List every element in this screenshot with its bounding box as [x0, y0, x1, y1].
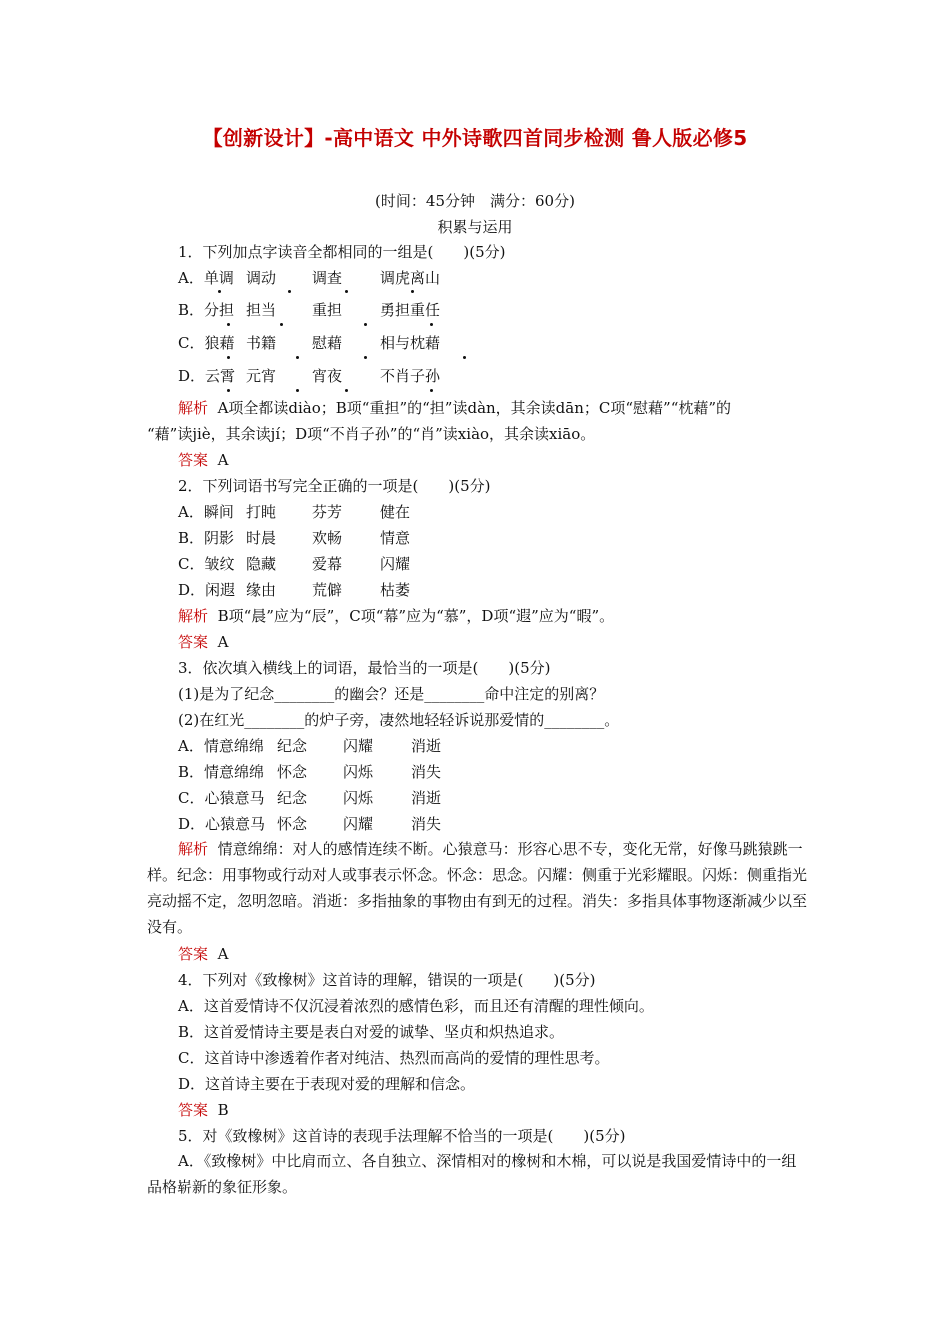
q3-option-a: A．情意绵绵 纪念 闪耀 消逝 [178, 737, 442, 755]
q2-analysis: 解析 B项“晨”应为“辰”，C项“幕”应为“慕”，D项“遐”应为“暇”。 [178, 607, 615, 625]
q3-analysis: 解析 情意绵绵：对人的感情连续不断。心猿意马：形容心思不专，变化无常，好像马跳猿跳一样。纪念：用事物或行动对人或事表示怀念。怀念：思念。闪耀：侧重于光彩耀眼。闪烁：侧重指光亮动摇不定，忽明忽暗。消逝：多指抽象的事物由有到无的过程。消失：多指具体事物逐渐减少以至没有。 [147, 840, 808, 936]
answer-label: 答案 [178, 451, 209, 469]
analysis-label: 解析 [178, 399, 209, 417]
q2-option-a: A．瞬间 打盹 芬芳 健在 [178, 503, 411, 521]
q4-option-d: D．这首诗主要在于表现对爱的理解和信念。 [178, 1075, 476, 1093]
q5-stem: 5．对《致橡树》这首诗的表现手法理解不恰当的一项是( )(5分) [178, 1127, 626, 1145]
q1-option-c: C．狼藉 书籍 慰藉 相与枕藉 [178, 334, 441, 352]
time-info: (时间：45分钟 满分：60分) [375, 192, 575, 210]
answer-label: 答案 [178, 633, 209, 651]
q4-option-b: B．这首爱情诗主要是表白对爱的诚挚、坚贞和炽热追求。 [178, 1023, 565, 1041]
section-heading: 积累与运用 [437, 218, 513, 236]
q3-option-d: D．心猿意马 怀念 闪耀 消失 [178, 815, 442, 833]
q2-answer: 答案 A [178, 633, 229, 651]
q2-option-d: D．闲遐 缘由 荒僻 枯萎 [178, 581, 411, 599]
q1-stem: 1．下列加点字读音全都相同的一组是( )(5分) [178, 243, 506, 261]
analysis-label: 解析 [178, 840, 209, 858]
q1-option-d: D．云霄 元宵 宵夜 不肖子孙 [178, 367, 441, 385]
analysis-label: 解析 [178, 607, 209, 625]
q1-option-a: A．单调 调动 调查 调虎离山 [178, 269, 441, 287]
q4-answer: 答案 B [178, 1101, 229, 1119]
q1-option-b: B．分担 担当 重担 勇担重任 [178, 301, 441, 319]
q3-option-b: B．情意绵绵 怀念 闪烁 消失 [178, 763, 442, 781]
q5-option-a: A．《致橡树》中比肩而立、各自独立、深情相对的橡树和木棉，可以说是我国爱情诗中的一组品格崭新的象征形象。 [147, 1152, 797, 1196]
q4-stem: 4．下列对《致橡树》这首诗的理解，错误的一项是( )(5分) [178, 971, 596, 989]
q1-analysis-line1: 解析 A项全都读diào；B项“重担”的“担”读dàn，其余读dān；C项“慰藉”“枕藉”的 [178, 399, 732, 417]
q3-sentence-1: (1)是为了纪念________的幽会？还是________命中注定的别离？ [178, 685, 605, 703]
q3-stem: 3．依次填入横线上的词语，最恰当的一项是( )(5分) [178, 659, 551, 677]
q2-stem: 2．下列词语书写完全正确的一项是( )(5分) [178, 477, 491, 495]
answer-label: 答案 [178, 945, 209, 963]
q2-option-b: B．阴影 时晨 欢畅 情意 [178, 529, 411, 547]
page-title: 【创新设计】-高中语文 中外诗歌四首同步检测 鲁人版必修5 [202, 126, 748, 150]
q3-answer: 答案 A [178, 945, 229, 963]
q3-sentence-2: (2)在红光________的炉子旁，凄然地轻轻诉说那爱情的________。 [178, 711, 620, 729]
q4-option-c: C．这首诗中渗透着作者对纯洁、热烈而高尚的爱情的理性思考。 [178, 1049, 610, 1067]
answer-label: 答案 [178, 1101, 209, 1119]
q1-analysis-line2: “藉”读jiè，其余读jí；D项“不肖子孙”的“肖”读xiào，其余读xiāo。 [147, 425, 596, 443]
q1-answer: 答案 A [178, 451, 229, 469]
q2-option-c: C．皱纹 隐藏 爱幕 闪耀 [178, 555, 411, 573]
q4-option-a: A．这首爱情诗不仅沉浸着浓烈的感情色彩，而且还有清醒的理性倾向。 [178, 997, 654, 1015]
q3-option-c: C．心猿意马 纪念 闪烁 消逝 [178, 789, 442, 807]
